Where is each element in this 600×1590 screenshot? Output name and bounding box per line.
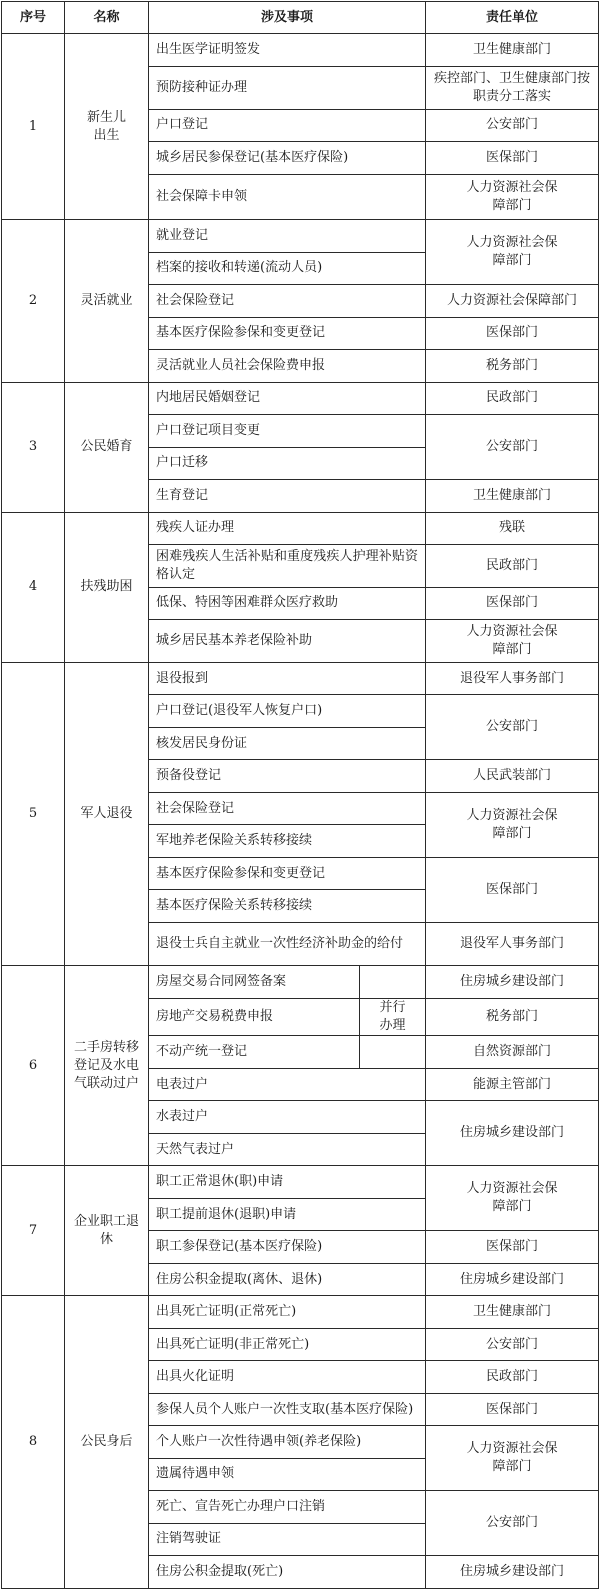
item-label: 不动产统一登记 — [149, 1036, 360, 1067]
group-number: 6 — [2, 966, 65, 1166]
item-cell: 出具死亡证明(正常死亡) — [149, 1296, 426, 1328]
dept-cell: 医保部门 — [426, 142, 599, 174]
table-row — [2, 382, 599, 414]
item-cell: 预防接种证办理 — [149, 66, 426, 109]
item-cell: 基本医疗保险参保和变更登记 — [149, 317, 426, 349]
group-number: 8 — [2, 1296, 65, 1589]
dept-cell: 人力资源社会保障部门 — [426, 1166, 599, 1231]
dept-cell: 民政部门 — [426, 1361, 599, 1393]
dept-cell: 人力资源社会保障部门 — [426, 220, 599, 285]
dept-cell: 医保部门 — [426, 1393, 599, 1425]
dept-cell: 税务部门 — [426, 350, 599, 382]
dept-cell: 疾控部门、卫生健康部门按职责分工落实 — [426, 66, 599, 109]
dept-cell: 人力资源社会保障部门 — [426, 792, 599, 857]
item-cell: 职工正常退休(职)申请 — [149, 1166, 426, 1198]
item-cell: 生育登记 — [149, 480, 426, 512]
item-cell: 残疾人证办理 — [149, 512, 426, 544]
item-cell: 就业登记 — [149, 220, 426, 252]
dept-cell: 民政部门 — [426, 382, 599, 414]
item-cell: 住房公积金提取(离休、退休) — [149, 1263, 426, 1295]
dept-cell: 自然资源部门 — [426, 1036, 599, 1068]
group-number: 5 — [2, 662, 65, 966]
item-cell: 内地居民婚姻登记 — [149, 382, 426, 414]
dept-cell: 公安部门 — [426, 1328, 599, 1360]
item-cell — [149, 966, 426, 998]
dept-cell: 人力资源社会保障部门 — [426, 1426, 599, 1491]
group-name: 扶残助困 — [65, 512, 149, 662]
header-no: 序号 — [2, 2, 65, 34]
dept-cell: 卫生健康部门 — [426, 480, 599, 512]
dept-cell: 医保部门 — [426, 317, 599, 349]
group-name: 新生儿出生 — [65, 34, 149, 220]
dept-cell: 卫生健康部门 — [426, 1296, 599, 1328]
group-name: 公民身后 — [65, 1296, 149, 1589]
item-cell: 城乡居民基本养老保险补助 — [149, 620, 426, 663]
item-cell: 出具死亡证明(非正常死亡) — [149, 1328, 426, 1360]
table-row — [2, 1296, 599, 1328]
dept-cell: 住房城乡建设部门 — [426, 966, 599, 998]
dept-cell: 人民武装部门 — [426, 760, 599, 792]
item-cell: 电表过户 — [149, 1068, 426, 1100]
header-row — [2, 2, 599, 34]
item-cell: 职工提前退休(退职)申请 — [149, 1198, 426, 1230]
dept-cell: 退役军人事务部门 — [426, 662, 599, 694]
item-cell: 社会保险登记 — [149, 285, 426, 317]
item-cell: 水表过户 — [149, 1101, 426, 1133]
dept-cell: 公安部门 — [426, 109, 599, 141]
item-cell — [149, 1036, 426, 1068]
dept-cell: 公安部门 — [426, 695, 599, 760]
header-items: 涉及事项 — [149, 2, 426, 34]
parallel-cell-top — [360, 966, 425, 997]
dept-cell: 住房城乡建设部门 — [426, 1556, 599, 1589]
group-name: 企业职工退休 — [65, 1166, 149, 1296]
item-cell: 困难残疾人生活补贴和重度残疾人护理补贴资格认定 — [149, 545, 426, 588]
item-cell: 退役报到 — [149, 662, 426, 694]
item-cell: 城乡居民参保登记(基本医疗保险) — [149, 142, 426, 174]
item-cell: 户口登记 — [149, 109, 426, 141]
dept-cell: 能源主管部门 — [426, 1068, 599, 1100]
dept-cell: 住房城乡建设部门 — [426, 1263, 599, 1295]
item-cell: 军地养老保险关系转移接续 — [149, 825, 426, 857]
item-cell: 出具火化证明 — [149, 1361, 426, 1393]
dept-cell: 公安部门 — [426, 415, 599, 480]
item-cell: 个人账户一次性待遇申领(养老保险) — [149, 1426, 426, 1458]
item-cell: 档案的接收和转递(流动人员) — [149, 252, 426, 284]
dept-cell: 税务部门 — [426, 998, 599, 1036]
item-cell — [149, 998, 426, 1036]
group-name: 公民婚育 — [65, 382, 149, 512]
item-cell: 基本医疗保险关系转移接续 — [149, 890, 426, 922]
group-name: 灵活就业 — [65, 220, 149, 382]
item-cell: 低保、特困等困难群众医疗救助 — [149, 587, 426, 619]
service-matrix-table — [1, 1, 599, 1589]
dept-cell: 住房城乡建设部门 — [426, 1101, 599, 1166]
dept-cell: 医保部门 — [426, 857, 599, 922]
table-row — [2, 1166, 599, 1198]
header-name: 名称 — [65, 2, 149, 34]
item-cell: 社会保障卡申领 — [149, 174, 426, 220]
item-cell: 出生医学证明签发 — [149, 34, 426, 66]
item-cell: 职工参保登记(基本医疗保险) — [149, 1231, 426, 1263]
dept-cell: 医保部门 — [426, 1231, 599, 1263]
group-number: 3 — [2, 382, 65, 512]
dept-cell: 卫生健康部门 — [426, 34, 599, 66]
item-cell: 预备役登记 — [149, 760, 426, 792]
item-cell: 核发居民身份证 — [149, 727, 426, 759]
dept-cell: 民政部门 — [426, 545, 599, 588]
item-cell: 退役士兵自主就业一次性经济补助金的给付 — [149, 922, 426, 966]
dept-cell: 人力资源社会保障部门 — [426, 285, 599, 317]
group-name: 军人退役 — [65, 662, 149, 966]
parallel-cell-bottom — [360, 1036, 425, 1067]
item-cell: 基本医疗保险参保和变更登记 — [149, 857, 426, 889]
dept-cell: 医保部门 — [426, 587, 599, 619]
item-label: 房地产交易税费申报 — [149, 999, 360, 1036]
table-row — [2, 662, 599, 694]
item-cell: 社会保险登记 — [149, 792, 426, 824]
item-label: 房屋交易合同网签备案 — [149, 966, 360, 997]
item-cell: 户口登记项目变更 — [149, 415, 426, 447]
group-name: 二手房转移登记及水电气联动过户 — [65, 966, 149, 1166]
dept-cell: 人力资源社会保障部门 — [426, 620, 599, 663]
item-cell: 参保人员个人账户一次性支取(基本医疗保险) — [149, 1393, 426, 1425]
dept-cell: 人力资源社会保障部门 — [426, 174, 599, 220]
parallel-note: 并行办理 — [379, 1000, 406, 1034]
table-row — [2, 220, 599, 252]
item-cell: 灵活就业人员社会保险费申报 — [149, 350, 426, 382]
group-number: 1 — [2, 34, 65, 220]
table-row — [2, 34, 599, 66]
table-row — [2, 512, 599, 544]
item-cell: 住房公积金提取(死亡) — [149, 1556, 426, 1589]
item-cell: 户口登记(退役军人恢复户口) — [149, 695, 426, 727]
group-number: 2 — [2, 220, 65, 382]
item-cell: 户口迁移 — [149, 447, 426, 479]
item-cell: 死亡、宣告死亡办理户口注销 — [149, 1491, 426, 1523]
item-cell: 天然气表过户 — [149, 1133, 426, 1165]
group-number: 7 — [2, 1166, 65, 1296]
dept-cell: 公安部门 — [426, 1491, 599, 1556]
header-dept: 责任单位 — [426, 2, 599, 34]
item-cell: 注销驾驶证 — [149, 1523, 426, 1555]
group-number: 4 — [2, 512, 65, 662]
dept-cell: 退役军人事务部门 — [426, 922, 599, 966]
table-row — [2, 966, 599, 998]
item-cell: 遗属待遇申领 — [149, 1458, 426, 1490]
dept-cell: 残联 — [426, 512, 599, 544]
